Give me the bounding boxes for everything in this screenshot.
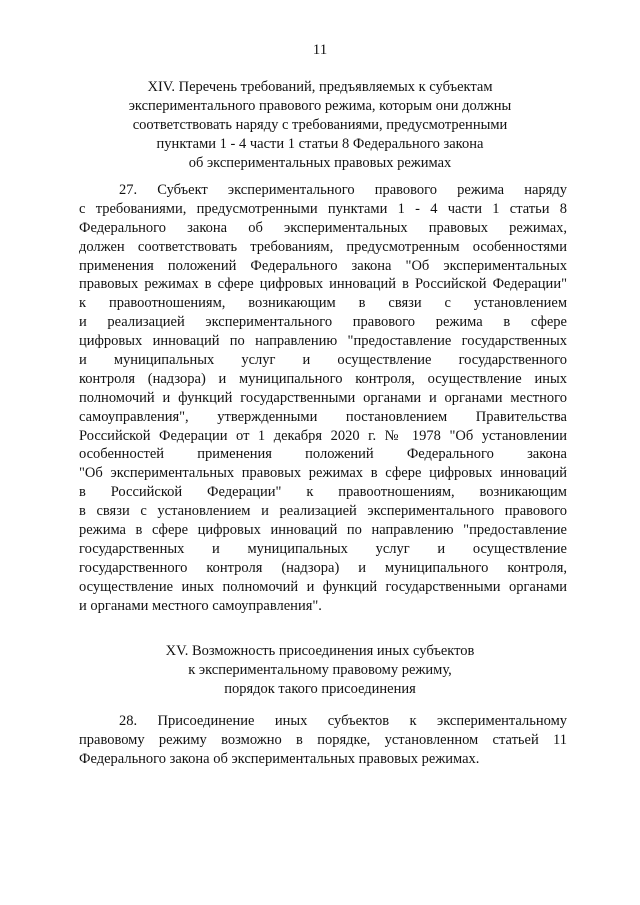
- paragraph-28: [79, 712, 567, 769]
- paragraph-line: Федерального закона об экспериментальных правовых режимах,: [79, 219, 567, 236]
- paragraph-line: "Об экспериментальных правовых режимах в сфере цифровых инноваций: [79, 465, 567, 482]
- paragraph-line: в связи с установлением и реализацией экспериментального правового: [79, 503, 567, 520]
- paragraph-line: применения положений Федерального закона "Об экспериментальных: [79, 257, 567, 274]
- heading-line: XIV. Перечень требований, предъявляемых к субъектам: [147, 79, 493, 95]
- paragraph-line: и реализацией экспериментального правового режима в сфере: [79, 314, 567, 331]
- section-15-heading: [70, 642, 570, 699]
- paragraph-line: самоуправления", утвержденными постановлением Правительства: [79, 408, 567, 425]
- paragraph-line: должен соответствовать требованиям, предусмотренным особенностями: [79, 238, 567, 255]
- paragraph-line: к правоотношениям, возникающим в связи с установлением: [79, 295, 567, 312]
- paragraph-27: [79, 181, 567, 615]
- paragraph-line: и муниципальных услуг и осуществление государственного: [79, 352, 567, 369]
- paragraph-line: осуществление иных полномочий и функций государственными органами: [79, 578, 567, 595]
- paragraph-line: Российской Федерации от 1 декабря 2020 г. № 1978 "Об установлении: [79, 427, 567, 444]
- paragraph-line: контроля (надзора) и муниципального контроля, осуществление иных: [79, 370, 567, 387]
- heading-line: XV. Возможность присоединения иных субъектов: [165, 643, 475, 659]
- heading-line: пунктами 1 - 4 части 1 статьи 8 Федерального закона: [156, 136, 484, 152]
- paragraph-line: 27. Субъект экспериментального правового режима наряду: [119, 182, 567, 198]
- paragraph-line: цифровых инноваций по направлению "предоставление государственных: [79, 333, 567, 350]
- paragraph-line: государственных и муниципальных услуг и осуществление: [79, 540, 567, 557]
- paragraph-line: правовому режиму возможно в порядке, установленном статьей 11: [79, 731, 567, 748]
- heading-line: об экспериментальных правовых режимах: [188, 155, 452, 171]
- paragraph-line: полномочий и функций государственными органами и органами местного: [79, 389, 567, 406]
- paragraph-line: 28. Присоединение иных субъектов к экспериментальному: [119, 713, 567, 729]
- heading-line: порядок такого присоединения: [224, 681, 416, 697]
- heading-line: экспериментального правового режима, которым они должны: [128, 98, 512, 114]
- heading-line: соответствовать наряду с требованиями, предусмотренными: [132, 117, 508, 133]
- paragraph-line: Федерального закона об экспериментальных правовых режимах.: [79, 750, 480, 767]
- paragraph-line: правовых режимах в сфере цифровых инноваций в Российской Федерации": [79, 276, 567, 293]
- heading-line: к экспериментальному правовому режиму,: [188, 662, 452, 678]
- paragraph-line: режима в сфере цифровых инноваций по направлению "предоставление: [79, 522, 567, 539]
- paragraph-line: с требованиями, предусмотренными пунктами 1 - 4 части 1 статьи 8: [79, 200, 567, 217]
- paragraph-line: особенностей применения положений Федерального закона: [79, 446, 567, 463]
- paragraph-line: и органами местного самоуправления".: [79, 597, 322, 614]
- paragraph-line: в Российской Федерации" к правоотношениям, возникающим: [79, 484, 567, 501]
- section-14-heading: [70, 78, 570, 173]
- paragraph-line: государственного контроля (надзора) и муниципального контроля,: [79, 559, 567, 576]
- page-number: 11: [312, 42, 328, 58]
